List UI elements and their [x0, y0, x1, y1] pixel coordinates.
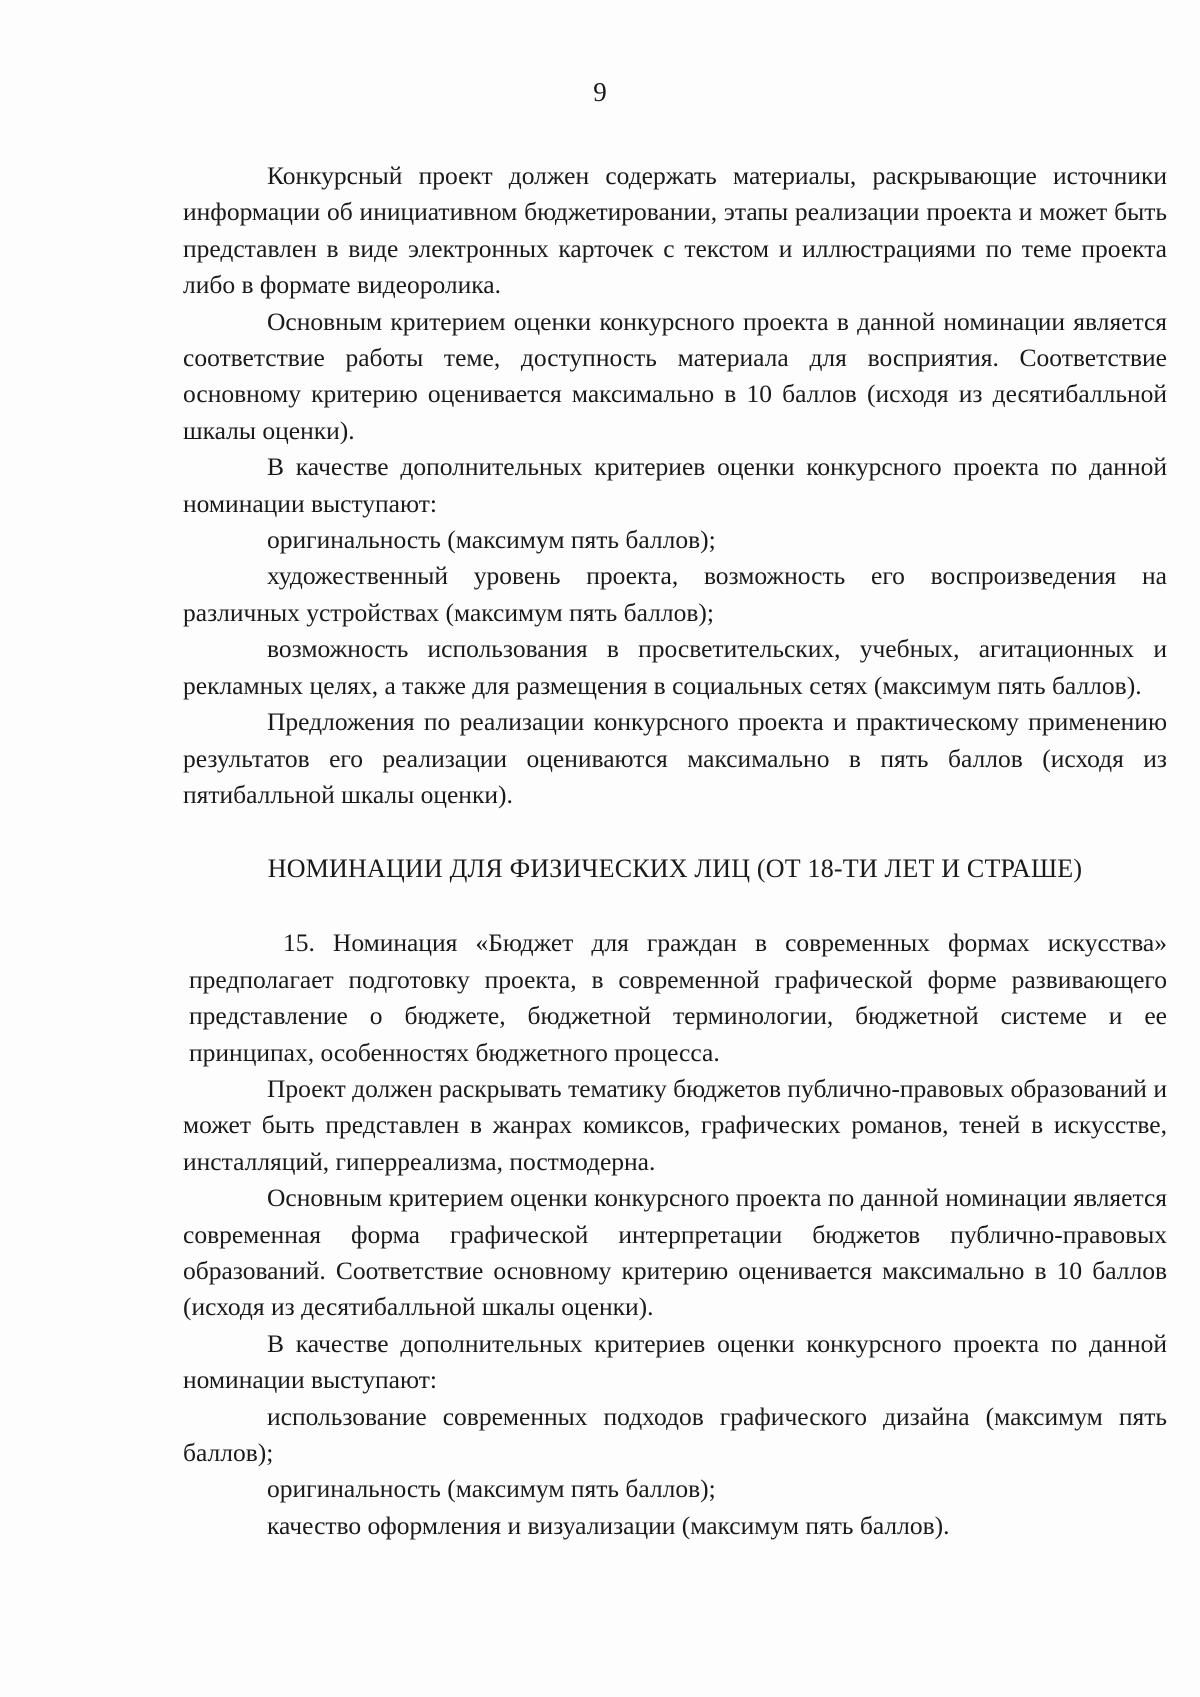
- paragraph: Основным критерием оценки конкурсного проекта в данной номинации является соответствие работы теме, доступность материала для восприятия. Соответствие основному критерию оценивается максимально в 10 баллов (исходя из десятибалльной шкалы оценки).: [183, 306, 1167, 445]
- list-item: художественный уровень проекта, возможность его воспроизведения на различных устройствах (максимум пять баллов);: [183, 561, 1167, 627]
- paragraph: Основным критерием оценки конкурсного проекта по данной номинации является современная форма графической интерпретации бюджетов публично-правовых образований. Соответствие основному критерию оценивается максимально в 10 баллов (исходя из десятибалльной шкалы оценки).: [183, 1183, 1167, 1322]
- list-item: оригинальность (максимум пять баллов);: [267, 525, 716, 555]
- paragraph: Конкурсный проект должен содержать материалы, раскрывающие источники информации об инициативном бюджетировании, этапы реализации проекта и может быть представлен в виде электронных карточек с текстом и иллюстрациями по теме проекта либо в формате видеоролика.: [183, 161, 1167, 300]
- section-heading: НОМИНАЦИИ ДЛЯ ФИЗИЧЕСКИХ ЛИЦ (ОТ 18-ТИ ЛЕТ И СТРАШЕ): [267, 854, 1083, 884]
- paragraph: В качестве дополнительных критериев оценки конкурсного проекта по данной номинации выступают:: [183, 1328, 1167, 1395]
- page-number: 9: [593, 77, 607, 107]
- list-item: качество оформления и визуализации (максимум пять баллов).: [267, 1510, 950, 1540]
- paragraph: Предложения по реализации конкурсного проекта и практическому применению результатов его реализации оцениваются максимально в пять баллов (исходя из пятибалльной шкалы оценки).: [183, 707, 1167, 809]
- numbered-paragraph: 15. Номинация «Бюджет для граждан в современных формах искусства» предполагает подготовку проекта, в современной графической форме развивающего представление о бюджете, бюджетной терминологии, бюджетной системе и ее принципах, особенностях бюджетного процесса.: [189, 928, 1167, 1067]
- list-item: использование современных подходов графического дизайна (максимум пять баллов);: [183, 1401, 1167, 1467]
- list-item: возможность использования в просветительских, учебных, агитационных и рекламных целях, а также для размещения в социальных сетях (максимум пять баллов).: [183, 634, 1167, 700]
- list-item: оригинальность (максимум пять баллов);: [267, 1474, 716, 1504]
- paragraph: Проект должен раскрывать тематику бюджетов публично-правовых образований и может быть представлен в жанрах комиксов, графических романов, теней в искусстве, инсталляций, гиперреализма, постмодерна.: [183, 1073, 1167, 1176]
- document-body: [183, 158, 1167, 1544]
- paragraph: В качестве дополнительных критериев оценки конкурсного проекта по данной номинации выступают:: [183, 452, 1167, 518]
